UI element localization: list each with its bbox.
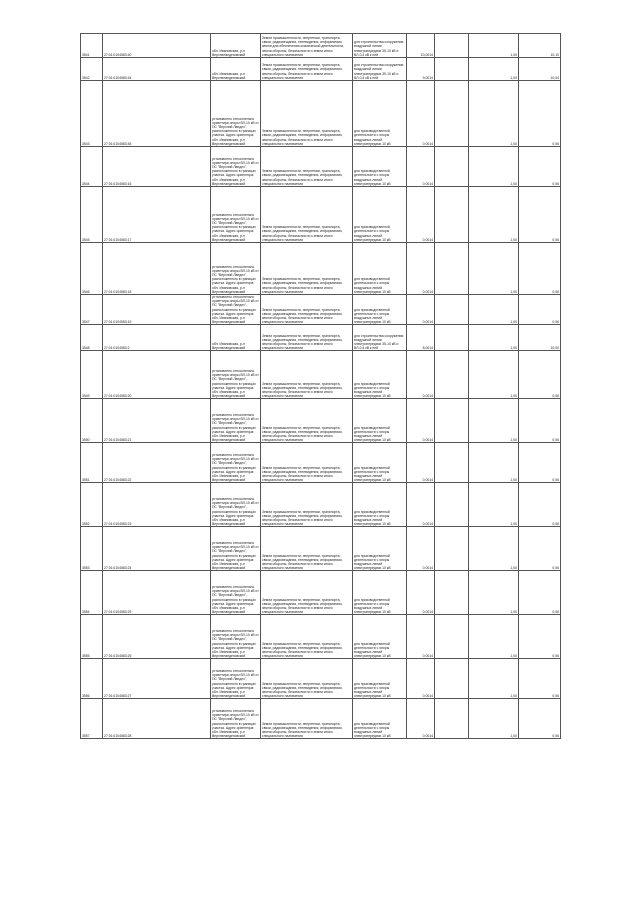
cadastral-number-cell: 27:01:0104583:25 bbox=[103, 571, 211, 615]
cadastral-number-cell: 27:01:0104583:24 bbox=[103, 527, 211, 571]
price-cell: 0,06 bbox=[519, 527, 561, 571]
price-cell: 0,06 bbox=[519, 659, 561, 699]
cadastral-number-cell: 27:01:0104583:26 bbox=[103, 615, 211, 659]
price-cell: 0,06 bbox=[519, 351, 561, 399]
empty-cell bbox=[435, 443, 469, 483]
area-cell: 0,0014 bbox=[407, 243, 435, 295]
table-row bbox=[81, 571, 561, 615]
table-row bbox=[81, 58, 561, 81]
area-cell: 0,0014 bbox=[407, 443, 435, 483]
land-category-cell: Земли промышленности, энергетики, транспорта, связи, радиовещания, телевидения, информатики, земли обороны, безопасности и земли иного специального назначения bbox=[261, 295, 353, 325]
area-cell: 8,0014 bbox=[407, 325, 435, 351]
cadastral-number-cell: 27:01:0104583:22 bbox=[103, 443, 211, 483]
share-cell: 1,00 bbox=[469, 699, 519, 739]
table-body bbox=[81, 34, 561, 739]
share-cell: 1,00 bbox=[469, 659, 519, 699]
permitted-use-cell: для строительства сооружения воздушной линии электропередачи 35-10 кВ и ВЛ-0,4 кВ к ней bbox=[353, 58, 407, 81]
location-cell: обл. Ивановская, р-н Верхнеландеховский bbox=[211, 325, 261, 351]
price-cell: 0,06 bbox=[519, 81, 561, 147]
area-cell: 0,0014 bbox=[407, 659, 435, 699]
permitted-use-cell: для производственной деятельности с опоры воздушных линий электропередачи 10 кВ bbox=[353, 659, 407, 699]
row-number-cell: 3554 bbox=[81, 571, 103, 615]
land-category-cell: Земли промышленности, энергетики, транспорта, связи, радиовещания, телевидения, информатики, земли обороны, безопасности и земли иного специального назначения bbox=[261, 443, 353, 483]
land-plots-table bbox=[80, 33, 561, 739]
cadastral-number-cell: 27:01:0104583:18 bbox=[103, 243, 211, 295]
location-cell: установлено относительно ориентира опоры ВЛ-10 кВ от ПС "Верхний Ландех", расположенного в границах участка. Адрес ориентира: обл. Ивановская, р-н Верхнеландеховский bbox=[211, 443, 261, 483]
empty-cell bbox=[435, 243, 469, 295]
row-number-cell: 3546 bbox=[81, 243, 103, 295]
permitted-use-cell: для производственной деятельности с опоры воздушных линий электропередачи 10 кВ bbox=[353, 399, 407, 443]
share-cell: 1,00 bbox=[469, 325, 519, 351]
cadastral-number-cell: 27:01:0104583:40 bbox=[103, 34, 211, 58]
empty-cell bbox=[435, 58, 469, 81]
price-cell: 0,06 bbox=[519, 483, 561, 527]
cadastral-number-cell: 27:01:0104583:2 bbox=[103, 325, 211, 351]
permitted-use-cell: для производственной деятельности с опоры воздушных линий электропередачи 10 кВ bbox=[353, 443, 407, 483]
land-category-cell: Земли промышленности, энергетики, транспорта, связи, радиовещания, телевидения, информатики, земли обороны, безопасности и земли иного специального назначения bbox=[261, 483, 353, 527]
land-category-cell: Земли промышленности, энергетики, транспорта, связи, радиовещания, телевидения, информатики, земли обороны, безопасности и земли иного специального назначения bbox=[261, 147, 353, 187]
empty-cell bbox=[435, 81, 469, 147]
table-row bbox=[81, 243, 561, 295]
cadastral-number-cell: 27:01:0104583:19 bbox=[103, 295, 211, 325]
table-row bbox=[81, 699, 561, 739]
area-cell: 10,0014 bbox=[407, 34, 435, 58]
empty-cell bbox=[435, 399, 469, 443]
cadastral-number-cell: 27:01:0104583:21 bbox=[103, 399, 211, 443]
permitted-use-cell: для производственной деятельности с опоры воздушных линий электропередачи 10 кВ bbox=[353, 615, 407, 659]
permitted-use-cell: для производственной деятельности с опоры воздушных линий электропередачи 10 кВ bbox=[353, 243, 407, 295]
share-cell: 1,00 bbox=[469, 243, 519, 295]
share-cell: 1,00 bbox=[469, 295, 519, 325]
land-category-cell: Земли промышленности, энергетики, транспорта, связи, радиовещания, телевидения, информатики, земли обороны, безопасности и земли иного специального назначения bbox=[261, 243, 353, 295]
permitted-use-cell: для производственной деятельности с опоры воздушных линий электропередачи 10 кВ bbox=[353, 699, 407, 739]
location-cell: обл. Ивановская, р-н Верхнеландеховский bbox=[211, 34, 261, 58]
row-number-cell: 3557 bbox=[81, 699, 103, 739]
share-cell: 1,00 bbox=[469, 399, 519, 443]
price-cell: 0,06 bbox=[519, 571, 561, 615]
land-category-cell: Земли промышленности, энергетики, транспорта, связи, радиовещания, телевидения, информатики, земли для обеспечения космической деятельности, земли обороны, безопасности и земли иного специального назначения bbox=[261, 34, 353, 58]
row-number-cell: 3541 bbox=[81, 34, 103, 58]
row-number-cell: 3548 bbox=[81, 325, 103, 351]
permitted-use-cell: для производственной деятельности с опоры воздушных линий электропередачи 10 кВ bbox=[353, 187, 407, 243]
row-number-cell: 3553 bbox=[81, 527, 103, 571]
land-category-cell: Земли промышленности, энергетики, транспорта, связи, радиовещания, телевидения, информатики, земли обороны, безопасности и земли иного специального назначения bbox=[261, 399, 353, 443]
table-row bbox=[81, 483, 561, 527]
area-cell: 0,0014 bbox=[407, 351, 435, 399]
row-number-cell: 3545 bbox=[81, 187, 103, 243]
area-cell: 0,0014 bbox=[407, 399, 435, 443]
table-row bbox=[81, 351, 561, 399]
cadastral-number-cell: 27:01:0104583:16 bbox=[103, 147, 211, 187]
row-number-cell: 3551 bbox=[81, 443, 103, 483]
area-cell: 0,0014 bbox=[407, 571, 435, 615]
permitted-use-cell: для строительства сооружения воздушной линии электропередачи 35-10 кВ и ВЛ-0,4 кВ к ней bbox=[353, 34, 407, 58]
price-cell: 0,06 bbox=[519, 187, 561, 243]
location-cell: установлено относительно ориентира опоры ВЛ-10 кВ от ПС "Верхний Ландех", расположенного в границах участка. Адрес ориентира: обл. Ивановская, р-н Верхнеландеховский bbox=[211, 187, 261, 243]
location-cell: установлено относительно ориентира опоры ВЛ-10 кВ от ПС "Верхний Ландех", расположенного в границах участка. Адрес ориентира: обл. Ивановская, р-н Верхнеландеховский bbox=[211, 399, 261, 443]
land-category-cell: Земли промышленности, энергетики, транспорта, связи, радиовещания, телевидения, информатики, земли обороны, безопасности и земли иного специального назначения bbox=[261, 187, 353, 243]
row-number-cell: 3555 bbox=[81, 615, 103, 659]
empty-cell bbox=[435, 699, 469, 739]
document-page bbox=[80, 33, 560, 739]
permitted-use-cell: для производственной деятельности с опоры воздушных линий электропередачи 10 кВ bbox=[353, 295, 407, 325]
area-cell: 0,0014 bbox=[407, 187, 435, 243]
permitted-use-cell: для производственной деятельности с опоры воздушных линий электропередачи 10 кВ bbox=[353, 527, 407, 571]
row-number-cell: 3550 bbox=[81, 399, 103, 443]
price-cell: 10,04 bbox=[519, 58, 561, 81]
price-cell: 0,06 bbox=[519, 243, 561, 295]
empty-cell bbox=[435, 147, 469, 187]
location-cell: установлено относительно ориентира опоры ВЛ-10 кВ от ПС "Верхний Ландех", расположенного в границах участка. Адрес ориентира: обл. Ивановская, р-н Верхнеландеховский bbox=[211, 659, 261, 699]
empty-cell bbox=[435, 659, 469, 699]
permitted-use-cell: для производственной деятельности с опоры воздушных линий электропередачи 10 кВ bbox=[353, 571, 407, 615]
row-number-cell: 3542 bbox=[81, 58, 103, 81]
area-cell: 0,0014 bbox=[407, 699, 435, 739]
location-cell: установлено относительно ориентира опоры ВЛ-10 кВ от ПС "Верхний Ландех", расположенного в границах участка. Адрес ориентира: обл. Ивановская, р-н Верхнеландеховский bbox=[212, 295, 259, 325]
land-category-cell: Земли промышленности, энергетики, транспорта, связи, радиовещания, телевидения, информатики, земли обороны, безопасности и земли иного специального назначения bbox=[261, 615, 353, 659]
share-cell: 1,00 bbox=[469, 187, 519, 243]
table-row bbox=[81, 615, 561, 659]
table-row bbox=[81, 34, 561, 58]
area-cell: 0,0014 bbox=[407, 483, 435, 527]
location-cell: установлено относительно ориентира опоры ВЛ-10 кВ от ПС "Верхний Ландех", расположенного в границах участка. Адрес ориентира: обл. Ивановская, р-н Верхнеландеховский bbox=[211, 243, 261, 295]
share-cell: 1,00 bbox=[469, 615, 519, 659]
row-number-cell: 3543 bbox=[81, 81, 103, 147]
price-cell: 0,06 bbox=[519, 615, 561, 659]
empty-cell bbox=[435, 527, 469, 571]
permitted-use-cell: для производственной деятельности с опоры воздушных линий электропередачи 10 кВ bbox=[353, 351, 407, 399]
location-cell: установлено относительно ориентира опоры ВЛ-10 кВ от ПС "Верхний Ландех", расположенного в границах участка. Адрес ориентира: обл. Ивановская, р-н Верхнеландеховский bbox=[211, 351, 261, 399]
share-cell: 1,00 bbox=[469, 58, 519, 81]
price-cell: 10,10 bbox=[519, 34, 561, 58]
table-row bbox=[81, 147, 561, 187]
empty-cell bbox=[435, 295, 469, 325]
table-row bbox=[81, 443, 561, 483]
table-row bbox=[81, 659, 561, 699]
row-number-cell: 3547 bbox=[81, 295, 103, 325]
empty-cell bbox=[435, 351, 469, 399]
location-cell: установлено относительно ориентира опоры ВЛ-10 кВ от ПС "Верхний Ландех", расположенного в границах участка. Адрес ориентира: обл. Ивановская, р-н Верхнеландеховский bbox=[211, 615, 261, 659]
share-cell: 1,00 bbox=[469, 351, 519, 399]
cadastral-number-cell: 27:01:0104583:20 bbox=[103, 351, 211, 399]
table-row bbox=[81, 527, 561, 571]
row-number-cell: 3552 bbox=[81, 483, 103, 527]
permitted-use-cell: для строительства сооружения воздушной линии электропередачи 35-10 кВ и ВЛ-0,4 кВ к ней bbox=[353, 325, 407, 351]
table-row bbox=[81, 81, 561, 147]
area-cell: 0,0014 bbox=[407, 527, 435, 571]
location-cell: установлено относительно ориентира опоры ВЛ-10 кВ от ПС "Верхний Ландех", расположенного в границах участка. Адрес ориентира: обл. Ивановская, р-н Верхнеландеховский bbox=[211, 527, 261, 571]
cadastral-number-cell: 27:01:0104583:17 bbox=[103, 187, 211, 243]
price-cell: 0,06 bbox=[519, 399, 561, 443]
land-category-cell: Земли промышленности, энергетики, транспорта, связи, радиовещания, телевидения, информатики, земли обороны, безопасности и земли иного специального назначения bbox=[261, 325, 353, 351]
price-cell: 0,06 bbox=[519, 147, 561, 187]
area-cell: 9,0014 bbox=[407, 58, 435, 81]
location-cell: установлено относительно ориентира опоры ВЛ-10 кВ от ПС "Верхний Ландех", расположенного в границах участка. Адрес ориентира: обл. Ивановская, р-н Верхнеландеховский bbox=[211, 81, 261, 147]
land-category-cell: Земли промышленности, энергетики, транспорта, связи, радиовещания, телевидения, информатики, земли обороны, безопасности и земли иного специального назначения bbox=[261, 351, 353, 399]
area-cell: 0,0014 bbox=[407, 295, 435, 325]
share-cell: 1,00 bbox=[469, 81, 519, 147]
land-category-cell: Земли промышленности, энергетики, транспорта, связи, радиовещания, телевидения, информатики, земли обороны, безопасности и земли иного специального назначения bbox=[261, 659, 353, 699]
share-cell: 1,00 bbox=[469, 443, 519, 483]
table-row bbox=[81, 295, 561, 325]
share-cell: 1,00 bbox=[469, 34, 519, 58]
price-cell: 0,06 bbox=[519, 443, 561, 483]
empty-cell bbox=[435, 34, 469, 58]
location-cell: установлено относительно ориентира опоры ВЛ-10 кВ от ПС "Верхний Ландех", расположенного в границах участка. Адрес ориентира: обл. Ивановская, р-н Верхнеландеховский bbox=[211, 699, 261, 739]
empty-cell bbox=[435, 615, 469, 659]
share-cell: 1,00 bbox=[469, 571, 519, 615]
area-cell: 0,0014 bbox=[407, 81, 435, 147]
cadastral-number-cell: 27:01:0104583:27 bbox=[103, 659, 211, 699]
cadastral-number-cell: 27:01:0104583:45 bbox=[103, 81, 211, 147]
cadastral-number-cell: 27:01:0104583:44 bbox=[103, 58, 211, 81]
row-number-cell: 3544 bbox=[81, 147, 103, 187]
land-category-cell: Земли промышленности, энергетики, транспорта, связи, радиовещания, телевидения, информатики, земли обороны, безопасности и земли иного специального назначения bbox=[261, 527, 353, 571]
share-cell: 1,00 bbox=[469, 147, 519, 187]
cadastral-number-cell: 27:01:0104583:28 bbox=[103, 699, 211, 739]
permitted-use-cell: для производственной деятельности с опоры воздушных линий электропередачи 10 кВ bbox=[353, 147, 407, 187]
land-category-cell: Земли промышленности, энергетики, транспорта, связи, радиовещания, телевидения, информатики, земли обороны, безопасности и земли иного специального назначения bbox=[261, 58, 353, 81]
empty-cell bbox=[435, 483, 469, 527]
permitted-use-cell: для производственной деятельности с опоры воздушных линий электропередачи 10 кВ bbox=[353, 81, 407, 147]
permitted-use-cell: для производственной деятельности с опоры воздушных линий электропередачи 10 кВ bbox=[353, 483, 407, 527]
land-category-cell: Земли промышленности, энергетики, транспорта, связи, радиовещания, телевидения, информатики, земли обороны, безопасности и земли иного специального назначения bbox=[261, 81, 353, 147]
price-cell: 10,00 bbox=[519, 325, 561, 351]
table-row bbox=[81, 399, 561, 443]
land-category-cell: Земли промышленности, энергетики, транспорта, связи, радиовещания, телевидения, информатики, земли обороны, безопасности и земли иного специального назначения bbox=[261, 699, 353, 739]
empty-cell bbox=[435, 571, 469, 615]
table-row bbox=[81, 325, 561, 351]
price-cell: 0,06 bbox=[519, 295, 561, 325]
row-number-cell: 3549 bbox=[81, 351, 103, 399]
row-number-cell: 3556 bbox=[81, 659, 103, 699]
empty-cell bbox=[435, 325, 469, 351]
area-cell: 0,0014 bbox=[407, 147, 435, 187]
table-row bbox=[81, 187, 561, 243]
area-cell: 0,0014 bbox=[407, 615, 435, 659]
land-category-cell: Земли промышленности, энергетики, транспорта, связи, радиовещания, телевидения, информатики, земли обороны, безопасности и земли иного специального назначения bbox=[261, 571, 353, 615]
price-cell: 0,06 bbox=[519, 699, 561, 739]
cadastral-number-cell: 27:01:0104583:23 bbox=[103, 483, 211, 527]
share-cell: 1,00 bbox=[469, 483, 519, 527]
location-cell: установлено относительно ориентира опоры ВЛ-10 кВ от ПС "Верхний Ландех", расположенного в границах участка. Адрес ориентира: обл. Ивановская, р-н Верхнеландеховский bbox=[211, 483, 261, 527]
location-cell: установлено относительно ориентира опоры ВЛ-10 кВ от ПС "Верхний Ландех", расположенного в границах участка. Адрес ориентира: обл. Ивановская, р-н Верхнеландеховский bbox=[211, 147, 261, 187]
location-cell: обл. Ивановская, р-н Верхнеландеховский bbox=[211, 58, 261, 81]
share-cell: 1,00 bbox=[469, 527, 519, 571]
location-cell: установлено относительно ориентира опоры ВЛ-10 кВ от ПС "Верхний Ландех", расположенного в границах участка. Адрес ориентира: обл. Ивановская, р-н Верхнеландеховский bbox=[211, 571, 261, 615]
empty-cell bbox=[435, 187, 469, 243]
